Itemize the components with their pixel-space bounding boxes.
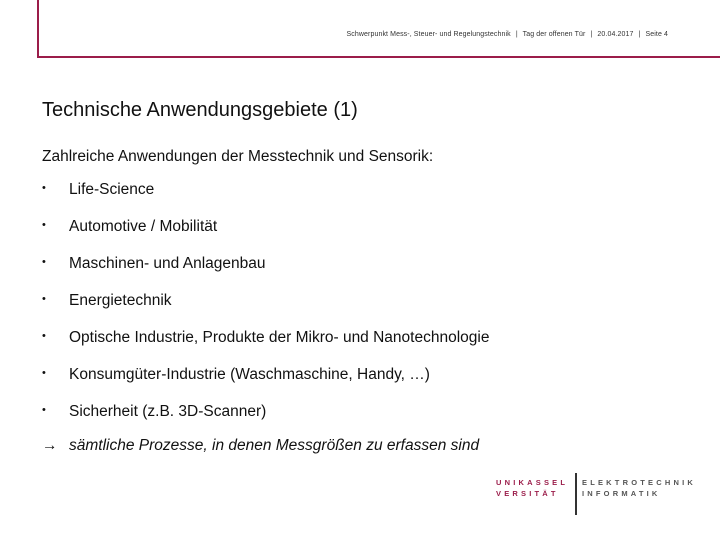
bullet-dot-icon: • bbox=[42, 256, 46, 268]
bullet-dot-icon: • bbox=[42, 330, 46, 342]
list-item-text: Energietechnik bbox=[69, 292, 172, 309]
bullet-dot-icon: • bbox=[42, 293, 46, 305]
header-separator: | bbox=[515, 31, 518, 38]
header-date: 20.04.2017 bbox=[597, 31, 634, 38]
bullet-dot-icon: • bbox=[42, 182, 46, 194]
slide-header bbox=[347, 31, 668, 38]
slide-title: Technische Anwendungsgebiete (1) bbox=[42, 99, 358, 121]
list-item-text: Automotive / Mobilität bbox=[69, 218, 218, 235]
header-page-number: 4 bbox=[664, 31, 668, 38]
logo-text-line2: VERSITÄT bbox=[496, 489, 559, 498]
logo-divider bbox=[575, 473, 577, 515]
bullet-dot-icon: • bbox=[42, 219, 46, 231]
list-item-text: Life-Science bbox=[69, 181, 155, 198]
logo-department-line1: ELEKTROTECHNIK bbox=[582, 478, 696, 487]
logo-department-line2: INFORMATIK bbox=[582, 489, 661, 498]
header-separator: | bbox=[638, 31, 641, 38]
header-page-label: Seite bbox=[645, 31, 662, 38]
bullet-dot-icon: • bbox=[42, 367, 46, 379]
list-item-text: Maschinen- und Anlagenbau bbox=[69, 255, 266, 272]
frame-horizontal-line bbox=[37, 56, 720, 58]
header-topic: Schwerpunkt Mess-, Steuer- und Regelungstechnik bbox=[346, 31, 511, 38]
header-separator: | bbox=[590, 31, 593, 38]
list-item-text: Konsumgüter-Industrie (Waschmaschine, Handy, …) bbox=[69, 366, 430, 383]
bullet-dot-icon: • bbox=[42, 404, 46, 416]
header-event: Tag der offenen Tür bbox=[522, 31, 586, 38]
conclusion-text: sämtliche Prozesse, in denen Messgrößen zu erfassen sind bbox=[69, 437, 480, 454]
slide-intro: Zahlreiche Anwendungen der Messtechnik und Sensorik: bbox=[42, 148, 434, 165]
conclusion-line bbox=[42, 437, 479, 455]
university-logo bbox=[492, 473, 696, 518]
logo-text-line1: UNIKASSEL bbox=[496, 478, 569, 487]
list-item-text: Sicherheit (z.B. 3D-Scanner) bbox=[69, 403, 267, 420]
list-item-text: Optische Industrie, Produkte der Mikro- und Nanotechnologie bbox=[69, 329, 490, 346]
frame-vertical-line bbox=[37, 0, 39, 58]
right-arrow-icon: → bbox=[42, 437, 58, 454]
